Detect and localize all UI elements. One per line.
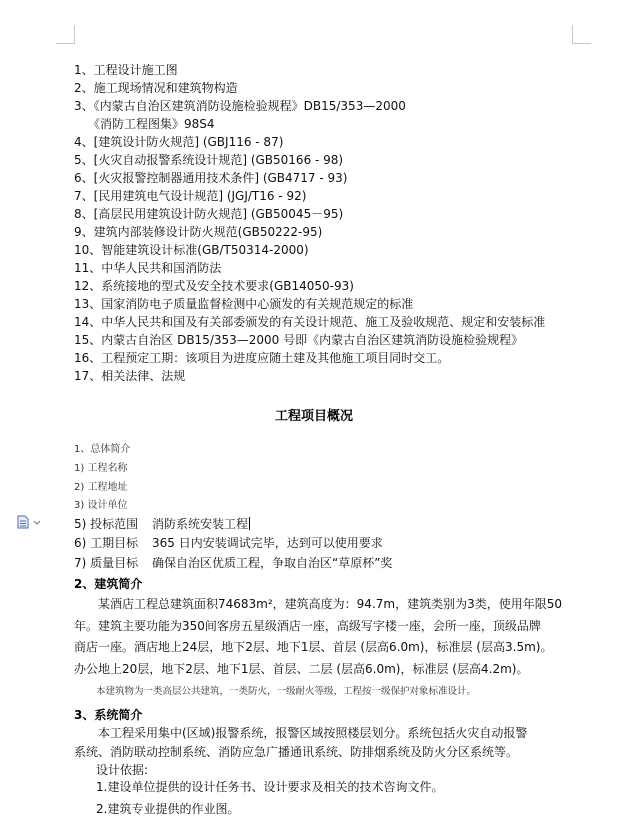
reference-item: 10、智能建筑设计标准(GB/T50314-2000) <box>74 243 309 257</box>
chevron-down-icon <box>34 521 40 524</box>
building-note: 本建筑物为一类高层公共建筑，一类防火，一级耐火等级，工程按一级保护对象标准设计。 <box>96 686 477 697</box>
reference-item: 11、中华人民共和国消防法 <box>74 261 222 275</box>
system-paragraph <box>74 724 574 762</box>
scope-value[interactable]: 消防系统安装工程 <box>152 517 249 531</box>
overview-scope <box>74 515 250 533</box>
design-basis-label: 设计依据: <box>96 763 149 777</box>
reference-item: 2、施工现场情况和建筑物构造 <box>74 81 238 95</box>
scope-key: 5) 投标范围 <box>74 517 139 531</box>
paragraph-line: 系统、消防联动控制系统、消防应急广播通讯系统、防排烟系统及防火分区系统等。 <box>74 745 519 759</box>
paragraph-line: 办公地上20层，地下2层、地下1层、首层、二层 (层高6.0m)，标准层 (层高4.2m)。 <box>74 661 529 676</box>
paragraph-line: 年。建筑主要功能为350间客房五星级酒店一座，高级写字楼一座，会所一座，顶级品牌 <box>74 618 541 633</box>
building-heading: 2、建筑简介 <box>74 577 143 591</box>
section-title: 工程项目概况 <box>274 409 353 424</box>
building-paragraph <box>74 594 574 680</box>
overview-general: 1、总体简介 <box>74 444 131 455</box>
paragraph-line: 某酒店工程总建筑面积74683m²，建筑高度为：94.7m，建筑类别为3类，使用年限50 <box>98 597 562 611</box>
reference-item: 1、工程设计施工图 <box>74 63 178 77</box>
overview-period <box>74 534 383 552</box>
quality-value: 确保自治区优质工程，争取自治区“草原杯”奖 <box>152 556 393 570</box>
reference-item: 13、国家消防电子质量监督检测中心颁发的有关规范规定的标准 <box>74 297 414 311</box>
system-heading: 3、系统简介 <box>74 708 143 722</box>
design-basis-item: 1.建设单位提供的设计任务书、设计要求及相关的技术咨询文件。 <box>96 780 444 794</box>
reference-item: 17、相关法律、法规 <box>74 369 186 383</box>
reference-item: 7、[民用建筑电气设计规范] (JGJ/T16 - 92) <box>74 189 307 203</box>
period-value: 365 日内安装调试完毕，达到可以使用要求 <box>152 536 383 550</box>
overview-quality <box>74 554 392 572</box>
reference-item: 6、[火灾报警控制器通用技术条件] (GB4717 - 93) <box>74 171 348 185</box>
reference-item: 9、建筑内部装修设计防火规范(GB50222-95) <box>74 225 323 239</box>
quality-key: 7) 质量目标 <box>74 556 139 570</box>
overview-project-name: 1) 工程名称 <box>74 463 128 474</box>
text-cursor <box>249 517 250 530</box>
reference-item: 16、工程预定工期：该项目为进度应随土建及其他施工项目同时交工。 <box>74 351 450 365</box>
reference-item: 5、[火灾自动报警系统设计规范] (GB50166 - 98) <box>74 153 344 167</box>
reference-item: 8、[高层民用建筑设计防火规范] (GB50045－95) <box>74 207 344 221</box>
paragraph-line: 本工程采用集中(区域)报警系统，报警区域按照楼层划分。系统包括火灾自动报警 <box>98 726 528 740</box>
period-key: 6) 工期目标 <box>74 536 139 550</box>
reference-item: 14、中华人民共和国及有关部委颁发的有关设计规范、施工及验收规范、规定和安装标准 <box>74 315 546 329</box>
reference-item: 4、[建筑设计防火规范] (GBJ116 - 87) <box>74 135 284 149</box>
reference-item: 3、《内蒙古自治区建筑消防设施检验规程》DB15/353—2000 <box>74 99 406 113</box>
page-corner-mark-top-left <box>56 25 75 44</box>
page-corner-mark-top-right <box>572 25 591 44</box>
overview-project-address: 2) 工程地址 <box>74 482 128 493</box>
reference-item-continued: 《消防工程图集》98S4 <box>88 117 215 131</box>
design-basis-item: 2.建筑专业提供的作业图。 <box>96 802 240 816</box>
reference-item: 12、系统接地的型式及安全技术要求(GB14050-93) <box>74 279 354 293</box>
reference-item: 15、内蒙古自治区 DB15/353—2000 号即《内蒙古自治区建筑消防设施检验规程》 <box>74 333 524 347</box>
document-icon <box>18 516 28 528</box>
paragraph-line: 商店一座。酒店地上24层，地下2层、地下1层、首层 (层高6.0m)，标准层 (层高3.5m)。 <box>74 640 553 654</box>
margin-document-icon[interactable] <box>16 514 42 528</box>
overview-design-unit: 3) 设计单位 <box>74 500 128 511</box>
